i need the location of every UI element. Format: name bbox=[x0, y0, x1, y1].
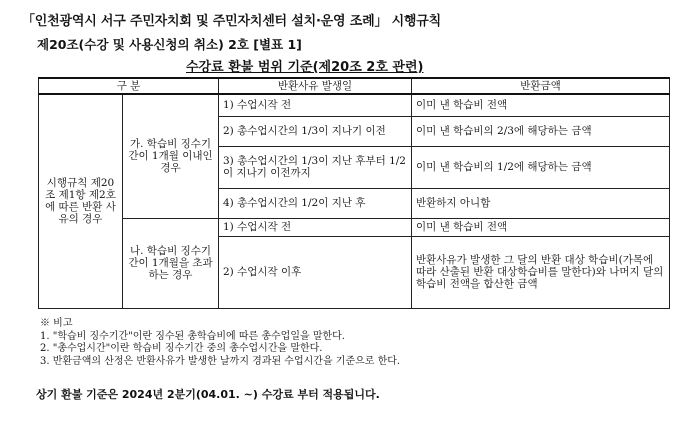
reason-cell: 1) 수업시작 전 bbox=[219, 94, 412, 116]
regulation-header: 「인천광역시 서구 주민자치회 및 주민자치센터 설치·운영 조례」 시행규칙 bbox=[22, 14, 442, 29]
header-reason: 반환사유 발생일 bbox=[219, 78, 412, 94]
notes-section bbox=[40, 318, 400, 368]
reason-cell: 2) 총수업시간의 1/3이 지나기 이전 bbox=[219, 116, 412, 146]
reason-cell: 4) 총수업시간의 1/2이 지난 후 bbox=[219, 188, 412, 218]
amount-cell: 이미 낸 학습비의 1/2에 해당하는 금액 bbox=[412, 146, 670, 188]
reason-cell: 2) 수업시작 이후 bbox=[219, 236, 412, 308]
reason-cell: 1) 수업시작 전 bbox=[219, 218, 412, 236]
amount-cell: 반환사유가 발생한 그 달의 반환 대상 학습비(가목에 따라 산출된 반환 대상학습비를 말한다)와 나머지 달의 학습비 전액을 합산한 금액 bbox=[412, 236, 670, 308]
amount-cell: 이미 낸 학습비의 2/3에 해당하는 금액 bbox=[412, 116, 670, 146]
header-category: 구 분 bbox=[39, 78, 219, 94]
notes-title: ※ 비고 bbox=[40, 318, 73, 329]
amount-cell: 이미 낸 학습비 전액 bbox=[412, 94, 670, 116]
refund-table bbox=[38, 77, 670, 309]
table-row bbox=[39, 218, 670, 236]
table-header-row bbox=[39, 78, 670, 94]
group-a-label: 가. 학습비 징수기간이 1개월 이내인 경우 bbox=[123, 94, 219, 218]
amount-cell: 이미 낸 학습비 전액 bbox=[412, 218, 670, 236]
note-item: 1. "학습비 징수기간"이란 징수된 총학습비에 따른 총수업일을 말한다. bbox=[40, 330, 345, 342]
note-item: 3. 반환금액의 산정은 반환사유가 발생한 날까지 경과된 수업시간을 기준으로 한다. bbox=[40, 355, 401, 367]
note-item: 2. "총수업시간"이란 학습비 징수기간 중의 총수업시간을 말한다. bbox=[40, 343, 323, 354]
table-row bbox=[39, 94, 670, 116]
reason-cell: 3) 총수업시간의 1/3이 지난 후부터 1/2이 지나기 이전까지 bbox=[219, 146, 412, 188]
table-title: 수강료 환불 범위 기준(제20조 2호 관련) bbox=[186, 60, 424, 75]
amount-cell: 반환하지 아니함 bbox=[412, 188, 670, 218]
group-b-label: 나. 학습비 징수기간이 1개월을 초과하는 경우 bbox=[123, 218, 219, 308]
article-title: 제20조(수강 및 사용신청의 취소) 2호 [별표 1] bbox=[37, 37, 302, 52]
footer-notice: 상기 환불 기준은 2024년 2분기(04.01. ~) 수강료 부터 적용됩니다. bbox=[36, 388, 380, 401]
header-amount: 반환금액 bbox=[412, 78, 670, 94]
left-category-label: 시행규칙 제20조 제1항 제2호에 따른 반환 사유의 경우 bbox=[39, 94, 123, 308]
